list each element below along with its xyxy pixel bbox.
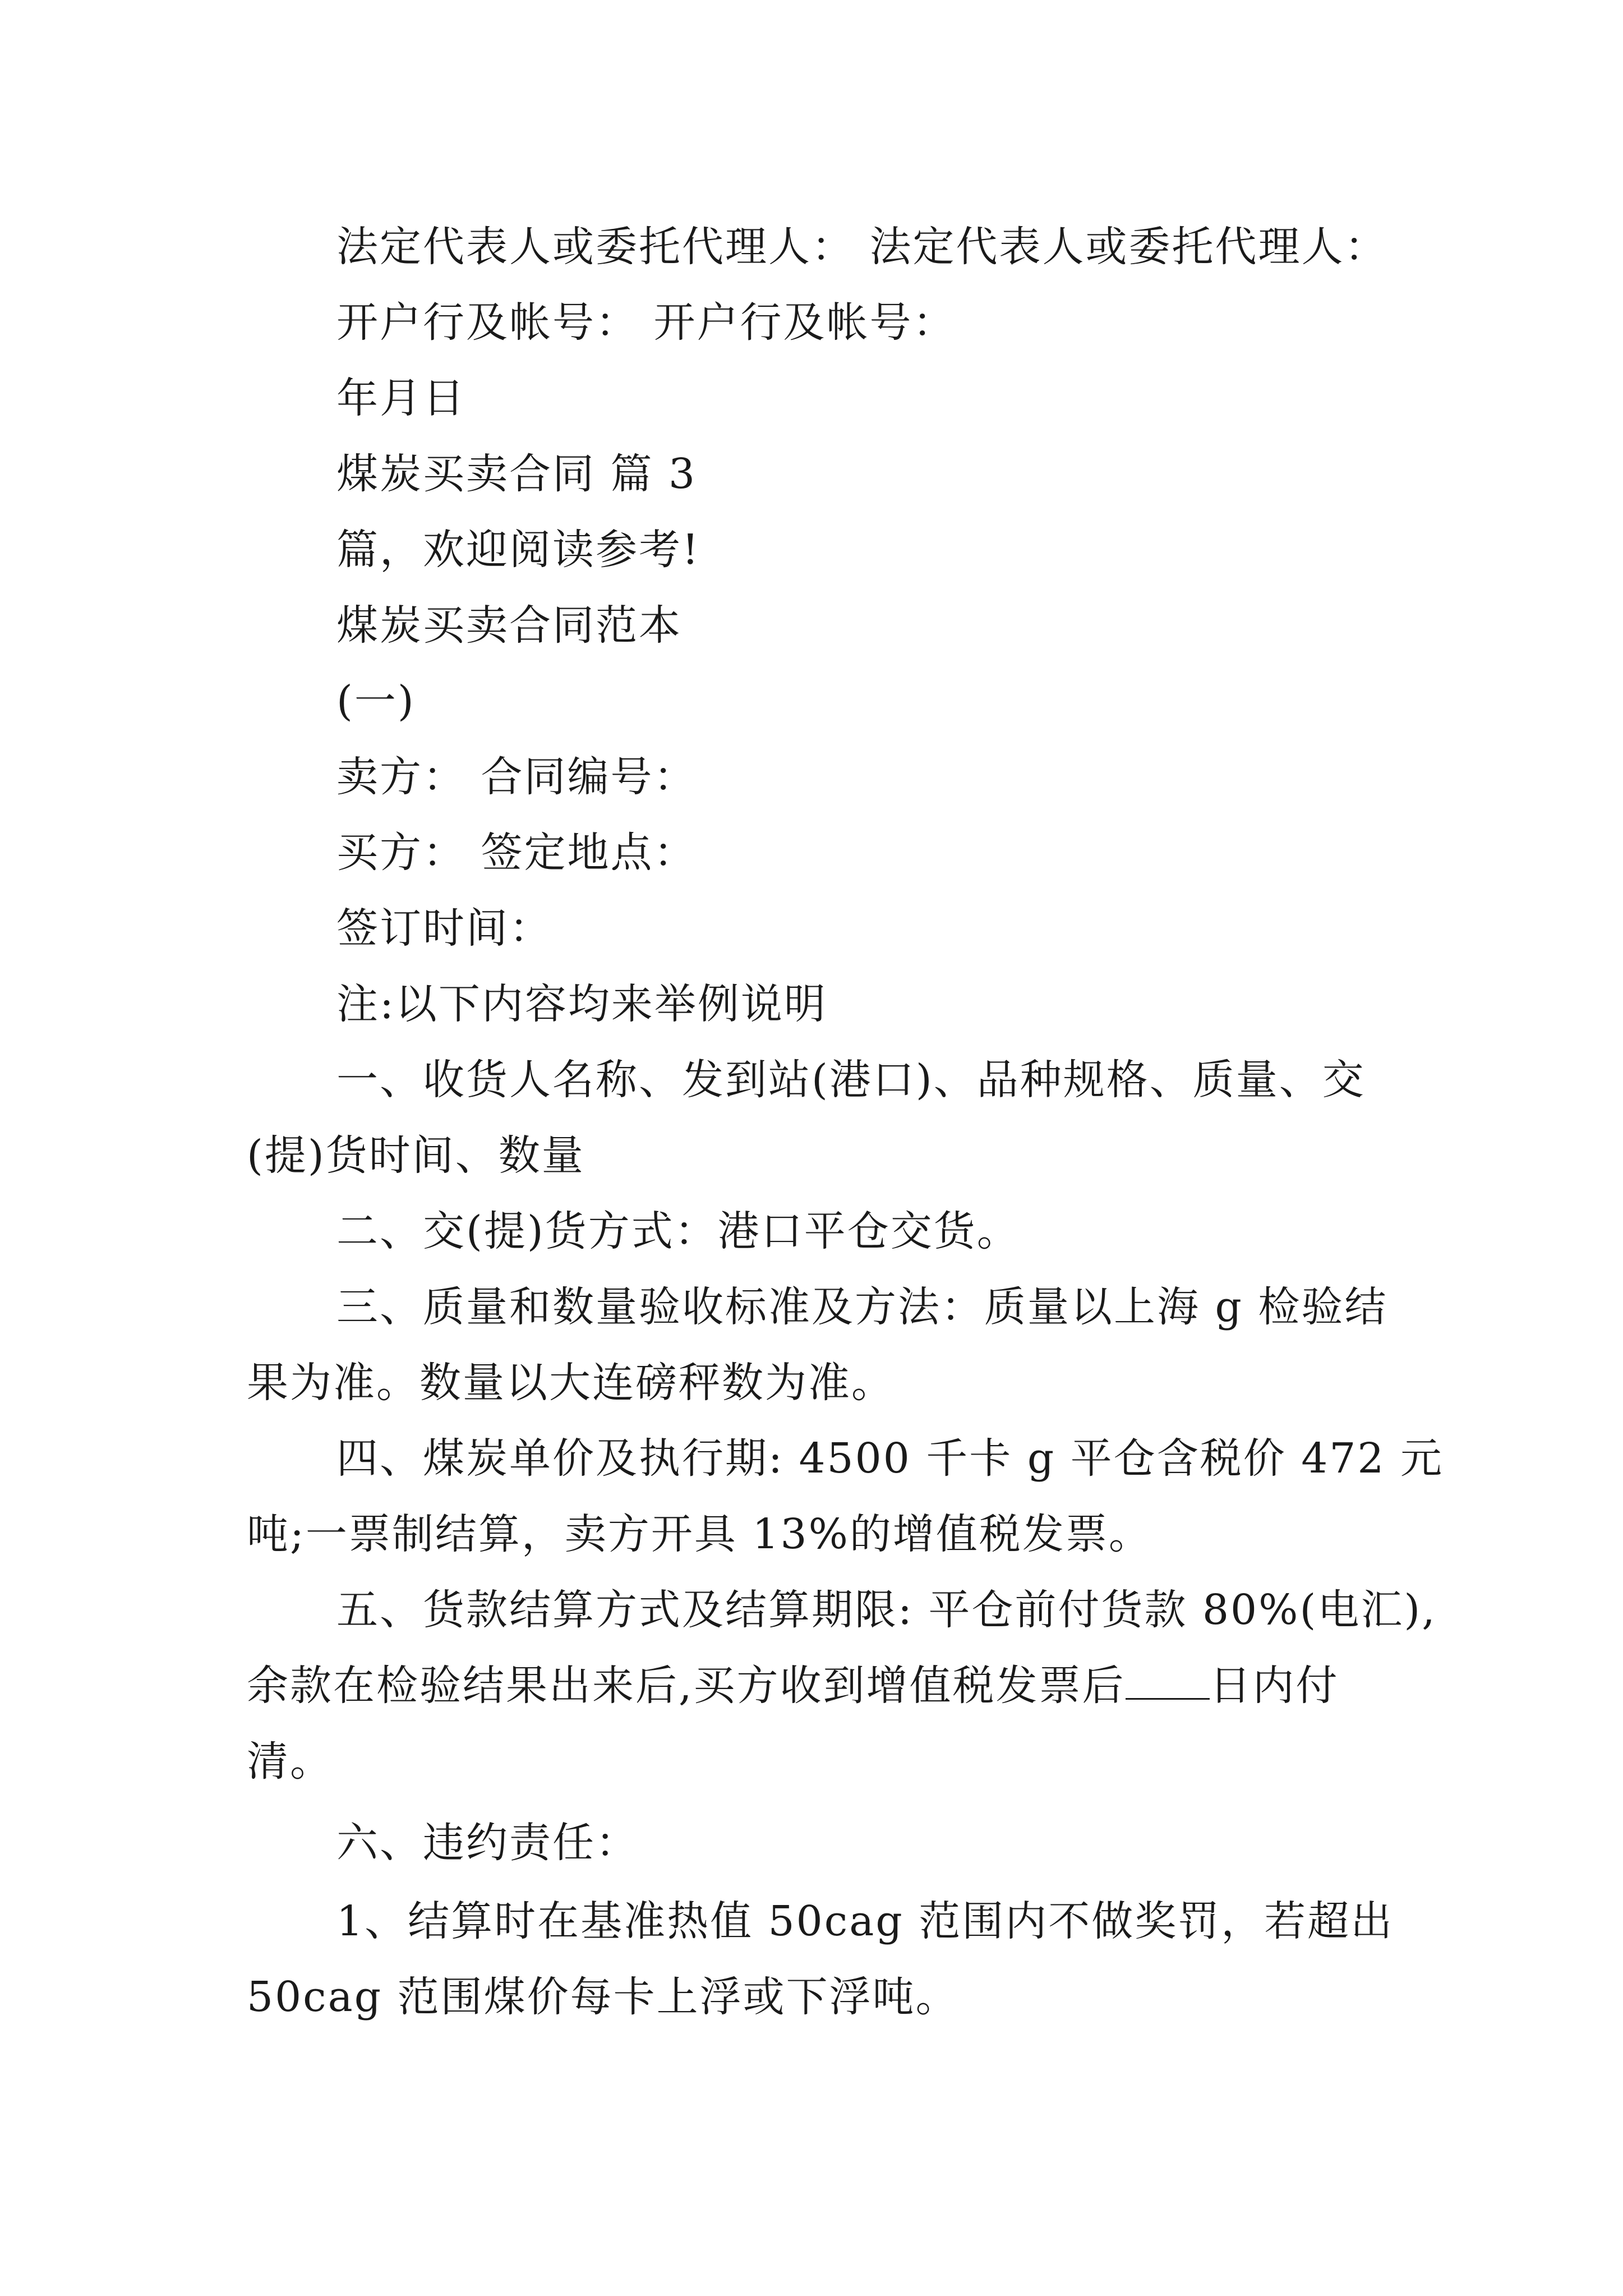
clause-5-line-1: 五、货款结算方式及结算期限: 平仓前付货款 80%(电汇), xyxy=(336,1586,1437,1634)
clause-1-line-2: (提)货时间、数量 xyxy=(247,1131,585,1180)
clause-5-line-2 xyxy=(247,1660,1339,1711)
note-line: 注:以下内容均来举例说明 xyxy=(336,980,827,1028)
buyer-line: 买方： 签定地点： xyxy=(336,829,697,877)
clause-4-line-1: 四、煤炭单价及执行期: 4500 千卡 g 平仓含税价 472 元 xyxy=(336,1434,1444,1483)
contract-template-title: 煤炭买卖合同范本 xyxy=(336,601,682,650)
clause-4-line-2: 吨;一票制结算，卖方开具 13%的增值税发票。 xyxy=(247,1510,1152,1558)
date-line: 年月日 xyxy=(336,374,466,422)
part-number: (一) xyxy=(336,677,416,725)
fill-in-blank xyxy=(1126,1664,1210,1700)
clause-6-heading: 六、违约责任： xyxy=(336,1819,639,1867)
clause-1-line-1: 一、收货人名称、发到站(港口)、品种规格、质量、交 xyxy=(336,1056,1366,1104)
clause-5-line-2-text-b: 日内付 xyxy=(1209,1662,1339,1710)
clause-6-item-1-line-1: 1、结算时在基准热值 50cag 范围内不做奖罚，若超出 xyxy=(336,1897,1394,1945)
clause-5-line-3: 清。 xyxy=(247,1737,333,1786)
clause-3-line-2: 果为准。数量以大连磅秤数为准。 xyxy=(247,1359,895,1407)
clause-6-item-1-line-2: 50cag 范围煤价每卡上浮或下浮吨。 xyxy=(247,1973,959,2021)
clause-2: 二、交(提)货方式：港口平仓交货。 xyxy=(336,1207,1020,1255)
signing-time-line: 签订时间： xyxy=(336,904,552,953)
section-title: 煤炭买卖合同 篇 3 xyxy=(336,450,697,498)
bank-account-line: 开户行及帐号： 开户行及帐号： xyxy=(336,298,956,347)
clause-3-line-1: 三、质量和数量验收标准及方法：质量以上海 g 检验结 xyxy=(336,1283,1388,1331)
signatory-representatives-line: 法定代表人或委托代理人： 法定代表人或委托代理人： xyxy=(336,223,1388,271)
seller-line: 卖方： 合同编号： xyxy=(336,753,697,801)
intro-line: 篇，欢迎阅读参考! xyxy=(336,526,700,574)
clause-5-line-2-text-a: 余款在检验结果出来后,买方收到增值税发票后 xyxy=(247,1662,1126,1710)
